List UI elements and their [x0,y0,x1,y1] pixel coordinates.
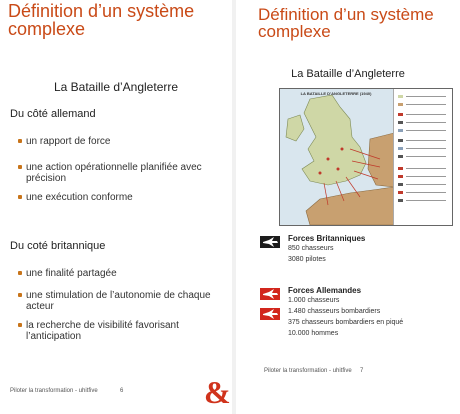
legend-row [398,167,448,170]
legend-row [398,95,448,98]
bullet-item: une stimulation de l’autonomie de chaque acteur [26,290,226,312]
title-line-1: Définition d’un système [8,1,195,21]
plane-red-icon [260,288,280,300]
logo: & [204,374,231,410]
legend-row [398,191,448,194]
bullet-item: la recherche de visibilité favorisant l’anticipation [26,320,226,342]
footer-text: Piloter la transformation - uhitfive [10,388,98,394]
section-heading-british: Du coté britannique [10,240,106,252]
bullet-icon [18,293,22,297]
legend-row [398,183,448,186]
legend-row [398,199,448,202]
british-forces [288,234,365,265]
german-forces-line: 1.000 chasseurs [288,297,340,304]
british-forces-title: Forces Britanniques [288,234,366,243]
plane-red-icon [260,308,280,320]
bullet-item: une finalité partagée [26,268,226,279]
airfield-marker [337,168,340,171]
map-legend [393,89,452,225]
plane-red-icon-shape [260,288,280,300]
legend-row [398,113,448,116]
bullet-icon [18,139,22,143]
footer-text: Piloter la transformation - uhitfive [264,368,352,374]
slide-subtitle: La Bataille d’Angleterre [53,80,179,94]
british-forces-line: 850 chasseurs [288,245,334,252]
page-number: 7 [360,368,364,374]
slide-title [8,2,194,38]
bullet-icon [18,165,22,169]
british-forces-line: 3080 pilotes [288,256,326,263]
german-forces [288,286,403,339]
legend-row [398,139,448,142]
legend-row [398,103,448,106]
map-title: LA BATAILLE D’ANGLETERRE (1940) [300,91,372,96]
section-heading-german: Du côté allemand [10,108,96,120]
plane-black-icon-shape [260,236,280,248]
title-line-2: complexe [8,19,86,39]
battle-map-image [279,88,453,226]
legend-row [398,155,448,158]
airfield-marker [341,148,344,151]
plane-red-icon-shape [260,308,280,320]
title-line-2: complexe [258,22,331,41]
bullet-item: une exécution conforme [26,192,226,203]
slide-subtitle: La Bataille d’Angleterre [291,68,405,80]
legend-row [398,147,448,150]
bullet-icon [18,323,22,327]
legend-row [398,129,448,132]
german-forces-line: 375 chasseurs bombardiers en piqué [288,319,404,326]
german-forces-line: 10.000 hommes [288,330,339,337]
german-forces-title: Forces Allemandes [288,286,362,295]
german-forces-line: 1.480 chasseurs bombardiers [288,308,381,315]
plane-black-icon [260,236,280,248]
slide-title [258,6,434,40]
bullet-icon [18,271,22,275]
airfield-marker [319,172,322,175]
bullet-item: une action opérationnelle planifiée avec précision [26,162,226,184]
legend-row [398,121,448,124]
map-graphic [280,89,394,225]
title-line-1: Définition d’un système [258,5,434,24]
bullet-item: un rapport de force [26,136,226,147]
airfield-marker [327,158,330,161]
page-number: 6 [120,388,124,394]
bullet-icon [18,195,22,199]
slide-right [236,0,460,414]
legend-row [398,175,448,178]
